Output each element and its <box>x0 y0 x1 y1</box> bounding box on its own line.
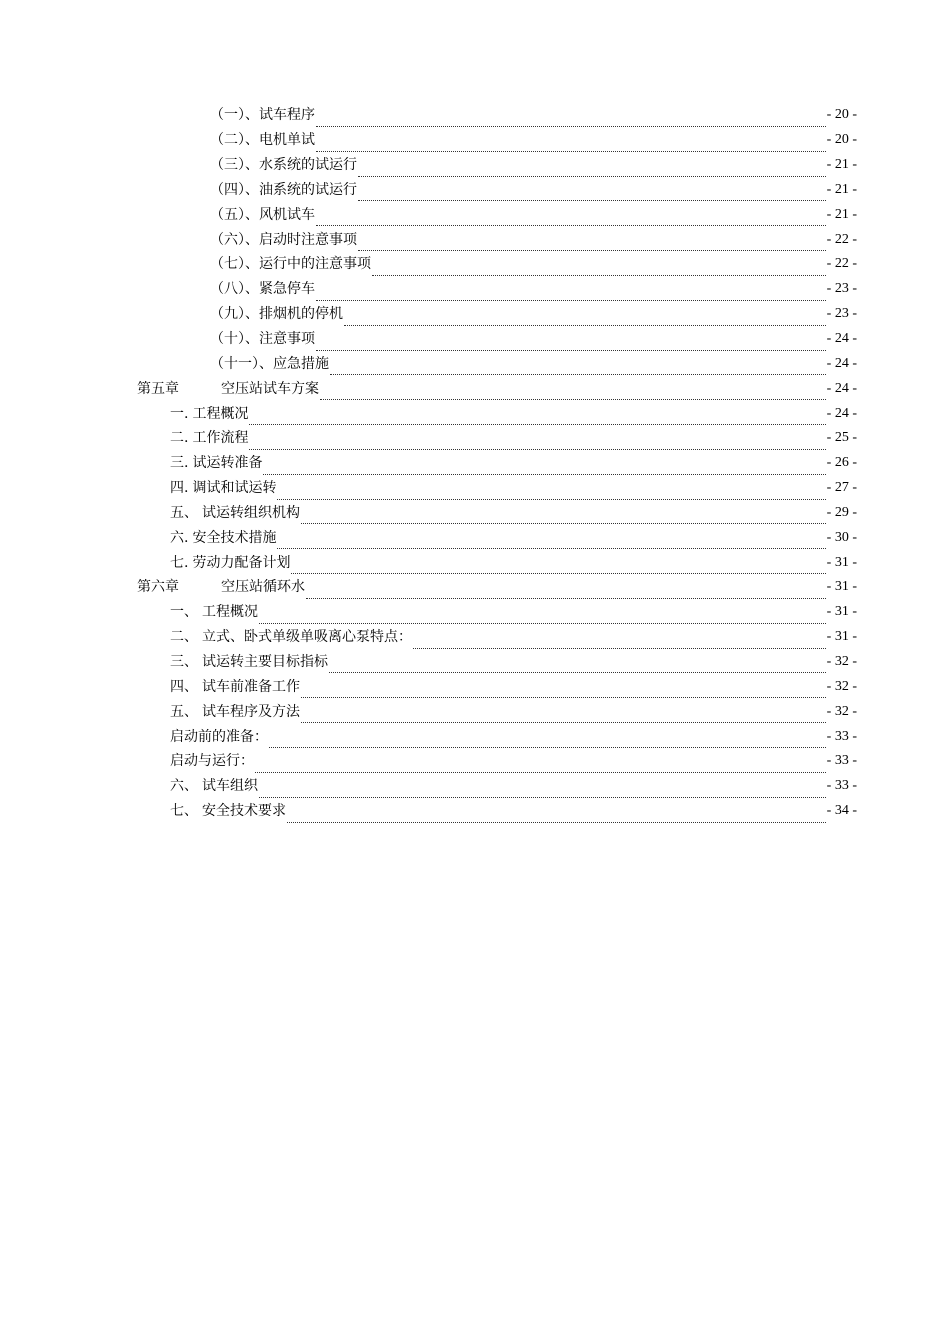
dot-leader <box>249 410 825 425</box>
toc-entry-title: 试车前准备工作 <box>202 678 300 695</box>
dot-leader <box>301 708 826 723</box>
toc-entry-title: 应急措施 <box>273 355 329 372</box>
toc-entry-title: 注意事项 <box>259 331 315 348</box>
dot-leader <box>372 261 826 276</box>
toc-entry-page-number: - 22 - <box>826 231 857 247</box>
toc-entry-title: 调试和试运转 <box>192 480 277 497</box>
toc-entry[interactable] <box>0 451 950 476</box>
toc-entry[interactable] <box>0 277 950 302</box>
dot-leader <box>277 485 825 500</box>
toc-entry-number: 七、 <box>170 803 198 820</box>
dot-leader <box>263 460 825 475</box>
table-of-contents <box>0 103 950 823</box>
toc-entry[interactable] <box>0 128 950 153</box>
toc-entry[interactable] <box>0 153 950 178</box>
dot-leader <box>277 534 825 549</box>
toc-entry-page-number: - 27 - <box>826 480 857 496</box>
dot-leader <box>413 634 826 649</box>
toc-entry-text <box>170 700 827 724</box>
toc-entry[interactable] <box>0 376 950 401</box>
toc-entry-number: 三、 <box>170 653 198 670</box>
toc-entry-title: 工程概况 <box>202 604 258 621</box>
toc-entry-title: 试车程序 <box>259 107 315 124</box>
toc-entry[interactable] <box>0 625 950 650</box>
dot-leader <box>344 311 826 326</box>
toc-entry-page-number: - 24 - <box>826 405 857 421</box>
toc-entry-title: 水系统的试运行 <box>259 157 357 174</box>
toc-entry-text <box>210 252 827 276</box>
dot-leader <box>259 783 826 798</box>
toc-entry-page-number: - 32 - <box>826 678 857 694</box>
toc-entry-text <box>170 675 827 699</box>
toc-entry-page-number: - 33 - <box>826 753 857 769</box>
toc-entry-text <box>210 302 827 326</box>
toc-entry-text <box>170 600 827 624</box>
toc-entry-page-number: - 21 - <box>826 157 857 173</box>
toc-entry-text <box>170 402 827 426</box>
dot-leader <box>301 683 826 698</box>
toc-entry[interactable] <box>0 426 950 451</box>
dot-leader <box>291 559 825 574</box>
dot-leader <box>330 360 826 375</box>
toc-entry-title: 启动时注意事项 <box>259 231 357 248</box>
toc-entry-title: 试运转主要目标指标 <box>202 653 328 670</box>
toc-entry[interactable] <box>0 525 950 550</box>
toc-entry-text <box>170 501 827 525</box>
toc-entry[interactable] <box>0 401 950 426</box>
dot-leader <box>306 584 826 599</box>
toc-entry-number: （八）、 <box>210 281 259 298</box>
toc-entry-title: 油系统的试运行 <box>259 181 357 198</box>
dot-leader <box>301 509 826 524</box>
toc-entry-page-number: - 31 - <box>826 629 857 645</box>
toc-entry-text <box>170 625 827 649</box>
toc-entry-text <box>210 352 827 376</box>
toc-entry-title: 紧急停车 <box>259 281 315 298</box>
toc-entry-title: 工程概况 <box>192 405 249 422</box>
toc-entry[interactable] <box>0 749 950 774</box>
dot-leader <box>358 162 826 177</box>
toc-entry-number: 五、 <box>170 703 198 720</box>
toc-entry-title: 排烟机的停机 <box>259 306 343 323</box>
dot-leader <box>358 186 826 201</box>
toc-entry-title: 试车组织 <box>202 778 258 795</box>
toc-entry[interactable] <box>0 103 950 128</box>
toc-entry-title: 运行中的注意事项 <box>259 256 371 273</box>
toc-entry-number: 第五章 <box>137 380 179 397</box>
dot-leader <box>358 236 826 251</box>
toc-entry[interactable] <box>0 774 950 799</box>
toc-entry-title: 空压站试车方案 <box>221 380 319 397</box>
dot-leader <box>249 435 825 450</box>
toc-entry-number: 二. <box>170 430 189 447</box>
toc-entry-number: 七. <box>170 554 189 571</box>
toc-entry[interactable] <box>0 501 950 526</box>
toc-entry[interactable] <box>0 178 950 203</box>
toc-entry-text <box>210 327 827 351</box>
toc-entry-page-number: - 31 - <box>826 579 857 595</box>
toc-entry[interactable] <box>0 302 950 327</box>
toc-entry-text <box>210 277 827 301</box>
toc-entry-number: （六）、 <box>210 231 259 248</box>
toc-entry-text <box>210 228 827 252</box>
toc-entry-number: 六、 <box>170 778 198 795</box>
toc-entry-title: 工作流程 <box>192 430 249 447</box>
toc-entry-page-number: - 21 - <box>826 181 857 197</box>
dot-leader <box>316 211 826 226</box>
toc-entry[interactable] <box>0 575 950 600</box>
toc-entry[interactable] <box>0 351 950 376</box>
toc-entry-page-number: - 29 - <box>826 504 857 520</box>
dot-leader <box>316 286 826 301</box>
toc-entry-page-number: - 34 - <box>826 803 857 819</box>
toc-entry-number: （二）、 <box>210 132 259 149</box>
toc-entry-number: （一）、 <box>210 107 259 124</box>
toc-entry-page-number: - 23 - <box>826 281 857 297</box>
dot-leader <box>269 733 826 748</box>
toc-entry-title: 试运转组织机构 <box>202 504 300 521</box>
toc-entry-page-number: - 33 - <box>826 778 857 794</box>
toc-entry-number: （七）、 <box>210 256 259 273</box>
toc-entry-page-number: - 24 - <box>826 355 857 371</box>
toc-entry-text <box>170 749 827 773</box>
toc-entry-number: 三. <box>170 455 189 472</box>
dot-leader <box>316 336 826 351</box>
toc-entry-page-number: - 24 - <box>826 331 857 347</box>
dot-leader <box>320 385 826 400</box>
toc-entry-title: 空压站循环水 <box>221 579 305 596</box>
toc-entry-page-number: - 23 - <box>826 306 857 322</box>
toc-entry-text <box>210 178 827 202</box>
toc-entry[interactable] <box>0 600 950 625</box>
toc-entry-text <box>210 203 827 227</box>
toc-entry-page-number: - 32 - <box>826 703 857 719</box>
toc-entry[interactable] <box>0 674 950 699</box>
toc-entry-title: 启动前的准备： <box>170 728 268 745</box>
toc-entry-text <box>170 799 827 823</box>
toc-entry-title: 试车程序及方法 <box>202 703 300 720</box>
toc-entry-page-number: - 30 - <box>826 529 857 545</box>
toc-entry-title: 劳动力配备计划 <box>192 554 291 571</box>
toc-entry[interactable] <box>0 724 950 749</box>
toc-entry[interactable] <box>0 476 950 501</box>
dot-leader <box>316 137 826 152</box>
toc-entry-text <box>170 725 827 749</box>
toc-entry-page-number: - 32 - <box>826 653 857 669</box>
toc-entry-text <box>170 774 827 798</box>
toc-entry-number: 四. <box>170 480 189 497</box>
toc-entry-title: 风机试车 <box>259 206 315 223</box>
toc-entry-text <box>170 476 827 500</box>
toc-entry-number: 五、 <box>170 504 198 521</box>
toc-entry-number: （三）、 <box>210 157 259 174</box>
toc-entry-text <box>170 551 827 575</box>
toc-entry-text <box>170 426 827 450</box>
toc-entry-page-number: - 33 - <box>826 728 857 744</box>
toc-entry-title: 电机单试 <box>259 132 315 149</box>
toc-entry-number: （九）、 <box>210 306 259 323</box>
toc-entry-text <box>210 103 827 127</box>
toc-entry-text <box>210 128 827 152</box>
dot-leader <box>329 658 826 673</box>
toc-entry-number: （四）、 <box>210 181 259 198</box>
toc-entry-page-number: - 31 - <box>826 554 857 570</box>
toc-entry-title: 启动与运行： <box>170 753 254 770</box>
toc-entry-number: （十）、 <box>210 331 259 348</box>
toc-entry-text <box>137 377 827 401</box>
toc-entry[interactable] <box>0 550 950 575</box>
toc-entry-number: 第六章 <box>137 579 179 596</box>
toc-entry-page-number: - 24 - <box>826 380 857 396</box>
toc-entry-title: 立式、卧式单级单吸离心泵特点： <box>202 629 412 646</box>
toc-entry-number: 一. <box>170 405 189 422</box>
dot-leader <box>287 808 826 823</box>
toc-entry-number: （十一）、 <box>210 355 273 372</box>
toc-entry-number: 一、 <box>170 604 198 621</box>
toc-entry-page-number: - 20 - <box>826 107 857 123</box>
toc-entry-title: 安全技术要求 <box>202 803 286 820</box>
dot-leader <box>255 758 826 773</box>
toc-entry-title: 安全技术措施 <box>192 529 277 546</box>
toc-entry-number: 六. <box>170 529 189 546</box>
toc-entry-page-number: - 21 - <box>826 206 857 222</box>
toc-entry-text <box>210 153 827 177</box>
toc-entry-page-number: - 31 - <box>826 604 857 620</box>
dot-leader <box>259 609 826 624</box>
toc-entry-page-number: - 22 - <box>826 256 857 272</box>
toc-entry[interactable] <box>0 252 950 277</box>
toc-entry-number: 四、 <box>170 678 198 695</box>
toc-entry-number: （五）、 <box>210 206 259 223</box>
toc-entry[interactable] <box>0 327 950 352</box>
toc-entry[interactable] <box>0 202 950 227</box>
toc-entry-text <box>170 650 827 674</box>
toc-entry[interactable] <box>0 227 950 252</box>
toc-entry-page-number: - 20 - <box>826 132 857 148</box>
dot-leader <box>316 112 826 127</box>
toc-entry[interactable] <box>0 650 950 675</box>
toc-entry-number: 二、 <box>170 629 198 646</box>
toc-entry-title: 试运转准备 <box>192 455 263 472</box>
toc-entry[interactable] <box>0 799 950 824</box>
toc-entry-text <box>137 575 827 599</box>
toc-entry-page-number: - 26 - <box>826 455 857 471</box>
toc-entry-text <box>170 451 827 475</box>
toc-entry-page-number: - 25 - <box>826 430 857 446</box>
toc-entry-text <box>170 526 827 550</box>
toc-entry[interactable] <box>0 699 950 724</box>
